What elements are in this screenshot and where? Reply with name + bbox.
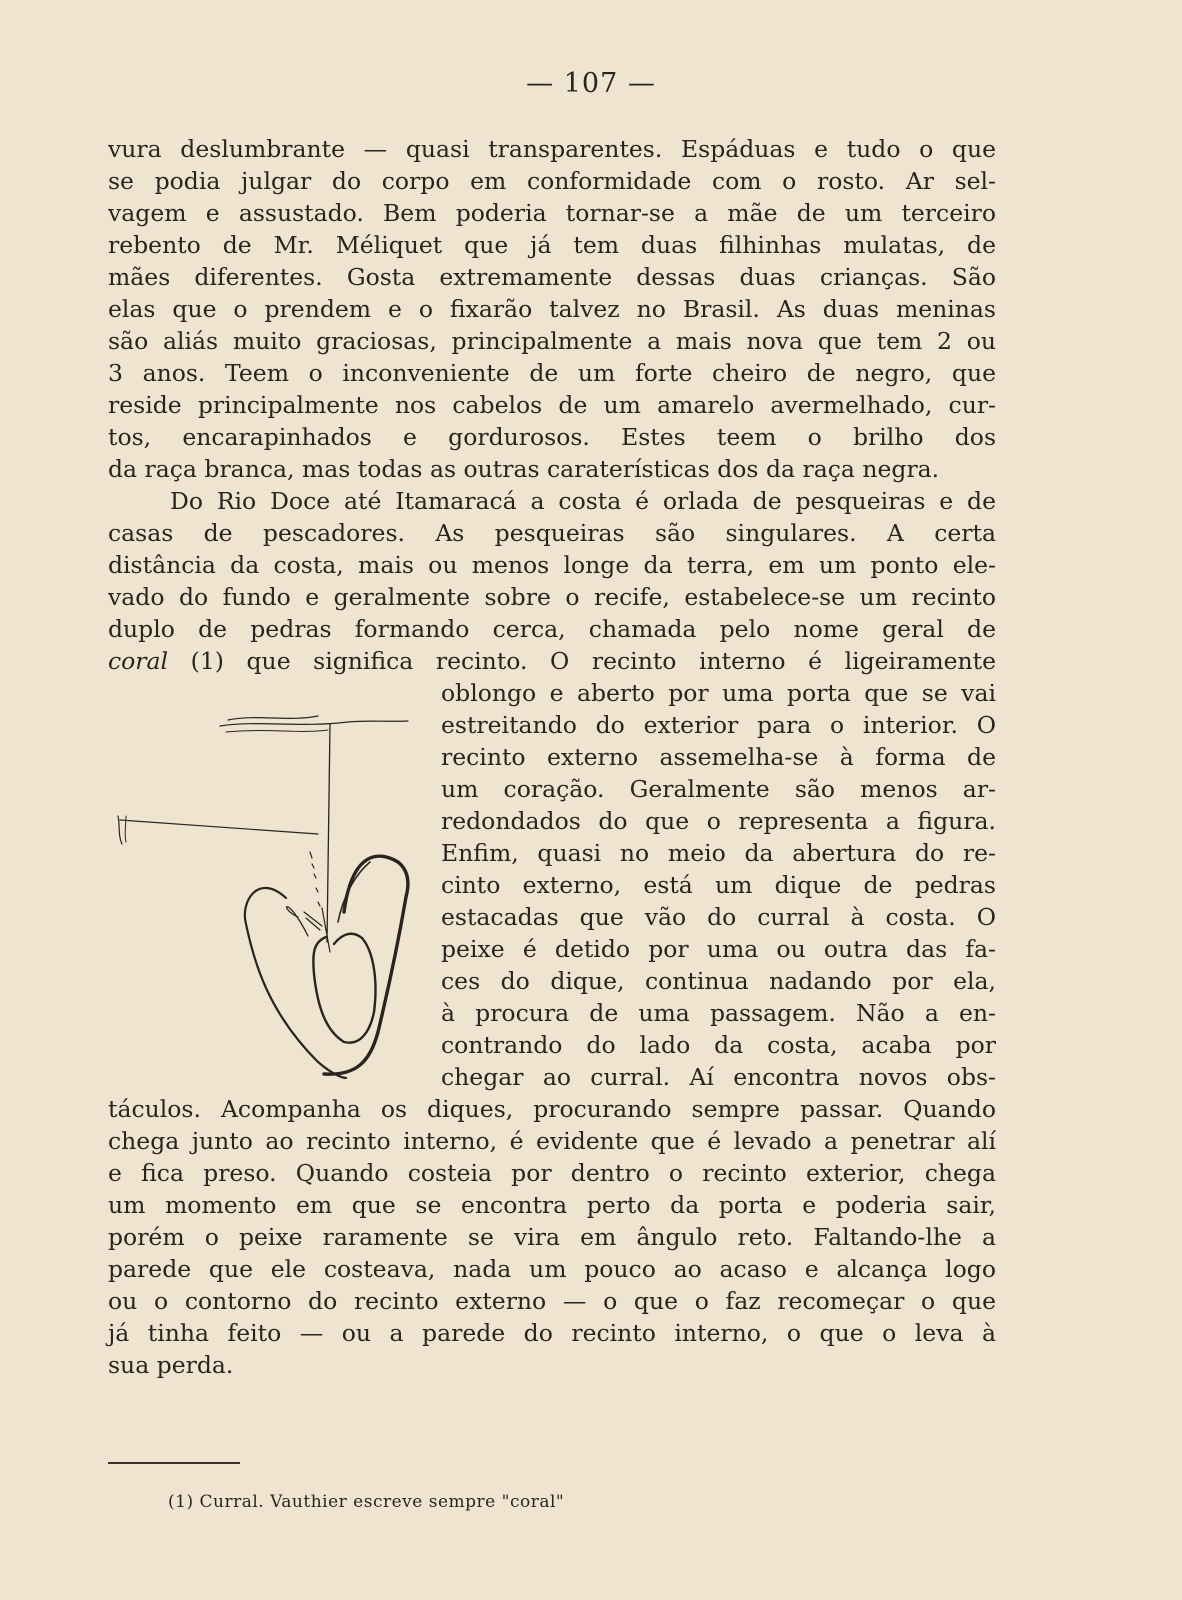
paragraph-1 bbox=[108, 133, 996, 485]
footnote: (1) Curral. Vauthier escreve sempre "coral" bbox=[168, 1492, 565, 1512]
footnote-divider bbox=[108, 1462, 240, 1464]
text-line: estacadas que vão do curral à costa. O bbox=[441, 903, 996, 931]
text-line: ou o contorno do recinto externo — o que o faz recomeçar o que bbox=[108, 1287, 996, 1315]
page-number: — 107 — bbox=[526, 68, 656, 99]
wrapped-text bbox=[441, 677, 996, 1093]
text-line: cinto externo, está um dique de pedras bbox=[441, 871, 996, 899]
text-line: rebento de Mr. Méliquet que já tem duas filhinhas mulatas, de bbox=[108, 231, 996, 259]
text-line: táculos. Acompanha os diques, procurando sempre passar. Quando bbox=[108, 1095, 996, 1123]
italic-coral: coral bbox=[108, 647, 169, 675]
paragraph-2-continued bbox=[108, 1093, 996, 1381]
text-line-coral bbox=[108, 645, 996, 677]
text-line: vagem e assustado. Bem poderia tornar-se a mãe de um terceiro bbox=[108, 199, 996, 227]
text-line: casas de pescadores. As pesqueiras são singulares. A certa bbox=[108, 519, 996, 547]
text-line: mães diferentes. Gosta extremamente dessas duas crianças. São bbox=[108, 263, 996, 291]
text-line: à procura de uma passagem. Não a en- bbox=[441, 999, 996, 1027]
text-line: duplo de pedras formando cerca, chamada pelo nome geral de bbox=[108, 615, 996, 643]
text-line: oblongo e aberto por uma porta que se vai bbox=[441, 679, 996, 707]
text-line: Do Rio Doce até Itamaracá a costa é orlada de pesqueiras e de bbox=[170, 487, 996, 515]
text-line: reside principalmente nos cabelos de um amarelo avermelhado, cur- bbox=[108, 391, 996, 419]
fish-corral-figure bbox=[108, 712, 418, 1112]
text-line: vura deslumbrante — quasi transparentes. Espáduas e tudo o que bbox=[108, 135, 996, 163]
text-line: contrando do lado da costa, acaba por bbox=[441, 1031, 996, 1059]
text-line: chegar ao curral. Aí encontra novos obs- bbox=[441, 1063, 996, 1091]
text-line: estreitando do exterior para o interior. O bbox=[441, 711, 996, 739]
fish-corral-sketch-icon bbox=[108, 712, 418, 1112]
text-line: peixe é detido por uma ou outra das fa- bbox=[441, 935, 996, 963]
text-line: Enfim, quasi no meio da abertura do re- bbox=[441, 839, 996, 867]
text-line: um coração. Geralmente são menos ar- bbox=[441, 775, 996, 803]
paragraph-2 bbox=[108, 485, 996, 677]
text-line: elas que o prendem e o fixarão talvez no Brasil. As duas meninas bbox=[108, 295, 996, 323]
text-line: e fica preso. Quando costeia por dentro o recinto exterior, chega bbox=[108, 1159, 996, 1187]
text-line: chega junto ao recinto interno, é evidente que é levado a penetrar alí bbox=[108, 1127, 996, 1155]
text-line: sua perda. bbox=[108, 1351, 234, 1379]
text-line: tos, encarapinhados e gordurosos. Estes teem o brilho dos bbox=[108, 423, 996, 451]
text-line: porém o peixe raramente se vira em ângulo reto. Faltando-lhe a bbox=[108, 1223, 996, 1251]
text-line: recinto externo assemelha-se à forma de bbox=[441, 743, 996, 771]
text-span: (1) que significa recinto. O recinto interno é ligeiramente bbox=[168, 647, 996, 675]
text-line: já tinha feito — ou a parede do recinto interno, o que o leva à bbox=[108, 1319, 996, 1347]
text-line: 3 anos. Teem o inconveniente de um forte cheiro de negro, que bbox=[108, 359, 996, 387]
text-line: redondados do que o representa a figura. bbox=[441, 807, 996, 835]
text-line: da raça branca, mas todas as outras caraterísticas dos da raça negra. bbox=[108, 455, 940, 483]
text-line: se podia julgar do corpo em conformidade com o rosto. Ar sel- bbox=[108, 167, 996, 195]
text-line: vado do fundo e geralmente sobre o recife, estabelece-se um recinto bbox=[108, 583, 996, 611]
text-line: parede que ele costeava, nada um pouco ao acaso e alcança logo bbox=[108, 1255, 996, 1283]
text-line: ces do dique, continua nadando por ela, bbox=[441, 967, 996, 995]
text-line: são aliás muito graciosas, principalmente a mais nova que tem 2 ou bbox=[108, 327, 996, 355]
text-line: distância da costa, mais ou menos longe da terra, em um ponto ele- bbox=[108, 551, 996, 579]
text-line: um momento em que se encontra perto da porta e poderia sair, bbox=[108, 1191, 996, 1219]
